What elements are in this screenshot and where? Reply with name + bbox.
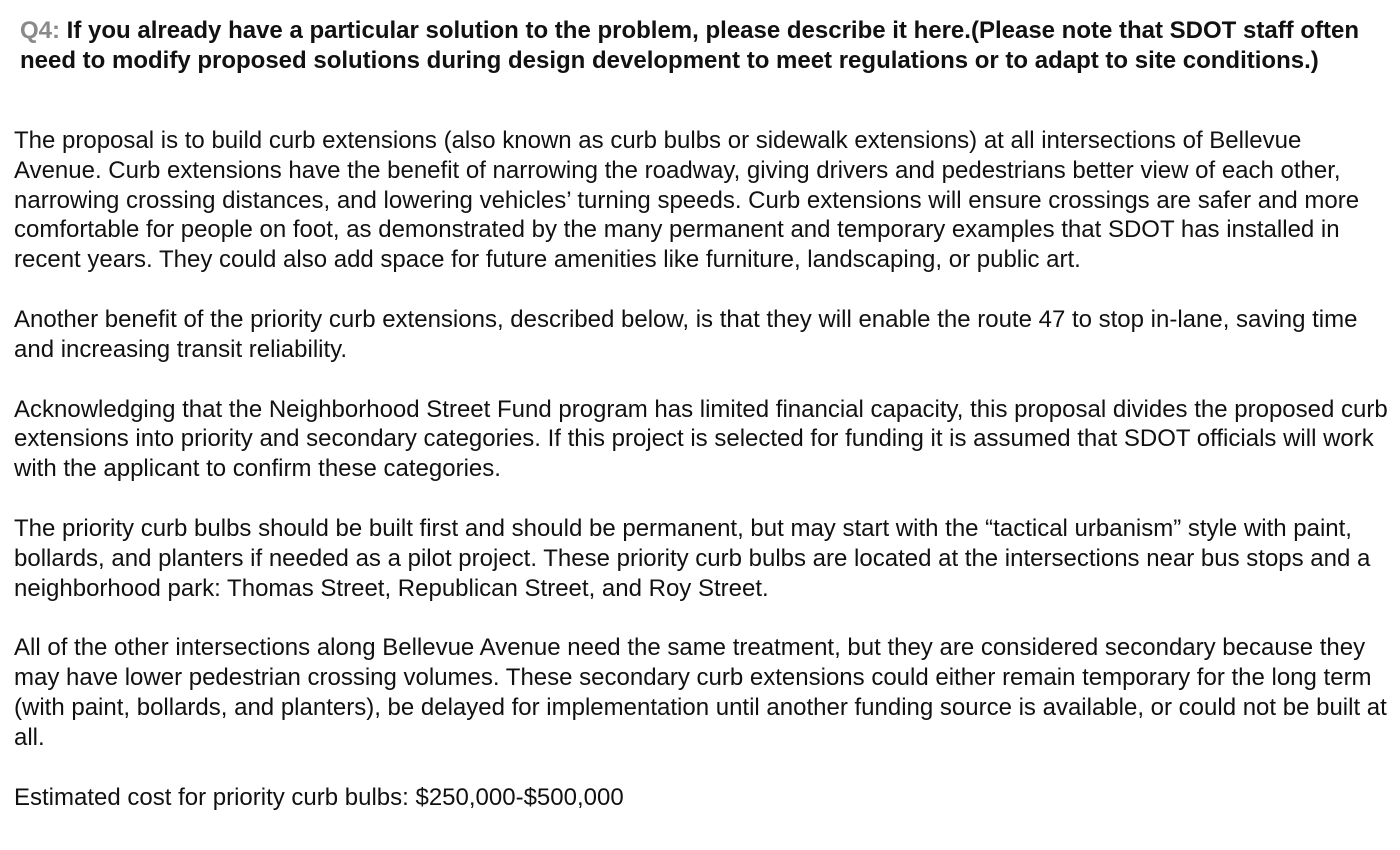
- answer-paragraph-secondary: All of the other intersections along Bellevue Avenue need the same treatment, but they are considered secondary because they may have lower pedestrian crossing volumes. These secondary curb extensions could either remain temporary for the long term (with paint, bollards, and planters), be delayed for implementation until another funding source is available, or could not be built at all.: [14, 634, 1387, 751]
- answer-paragraph-transit: Another benefit of the priority curb extensions, described below, is that they will enable the route 47 to stop in-lane, saving time and increasing transit reliability.: [14, 305, 1358, 363]
- question-text: If you already have a particular solution to the problem, please describe it here.(Please note that SDOT staff often need to modify proposed solutions during design development to meet regulations or to adapt to site conditions.): [20, 17, 1359, 74]
- answer-paragraph-funding: Acknowledging that the Neighborhood Street Fund program has limited financial capacity, this proposal divides the proposed curb extensions into priority and secondary categories. If this project is selected for funding it is assumed that SDOT officials will work with the applicant to confirm these categories.: [14, 395, 1388, 483]
- question-heading: [20, 16, 1360, 76]
- answer-paragraph-priority: The priority curb bulbs should be built first and should be permanent, but may start with the “tactical urbanism” style with paint, bollards, and planters if needed as a pilot project. These priority curb bulbs are located at the intersections near bus stops and a neighborhood park: Thomas Street, Republican Street, and Roy Street.: [14, 514, 1371, 602]
- answer-paragraph-cost: Estimated cost for priority curb bulbs: $250,000-$500,000: [14, 783, 624, 811]
- question-number: Q4:: [20, 17, 61, 44]
- answer-body: [14, 126, 1394, 812]
- answer-paragraph-proposal: The proposal is to build curb extensions (also known as curb bulbs or sidewalk extensions) at all intersections of Bellevue Avenue. Curb extensions have the benefit of narrowing the roadway, giving drivers and pedestrians better view of each other, narrowing crossing distances, and lowering vehicles’ turning speeds. Curb extensions will ensure crossings are safer and more comfortable for people on foot, as demonstrated by the many permanent and temporary examples that SDOT has installed in recent years. They could also add space for future amenities like furniture, landscaping, or public art.: [14, 127, 1360, 274]
